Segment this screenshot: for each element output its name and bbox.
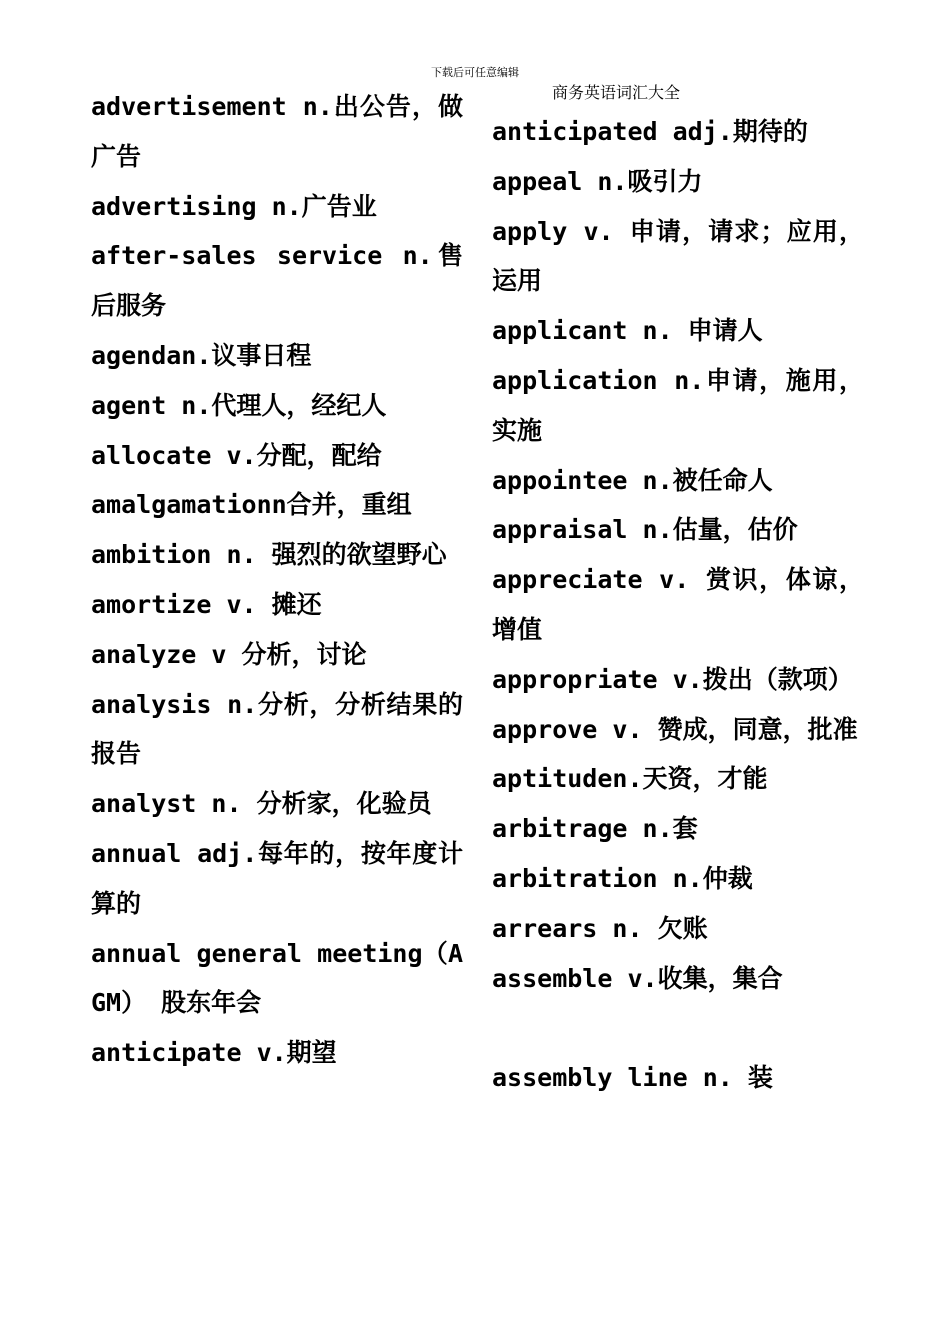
vocab-entry: application n.申请，施用，实施 [492,365,864,445]
vocab-entry: appreciate v. 赏识，体谅，增值 [492,565,864,644]
vocab-entry: analysis n.分析，分析结果的报告 [91,689,463,769]
vocab-entry: anticipated adj.期待的 [492,117,808,146]
vocab-entry: appeal n.吸引力 [492,166,703,196]
vocab-entry: appointee n.被任命人 [492,465,773,495]
vocab-entry: amalgamationn合并，重组 [91,490,412,520]
vocab-entry: applicant n. 申请人 [492,316,763,346]
vocab-entry: agendan.议事日程 [91,340,312,370]
vocab-entry: apply v. 申请，请求；应用，运用 [492,216,864,296]
blank-line [492,1003,864,1053]
vocab-entry: assembly line n. 装 [492,1063,773,1093]
vocab-entry: annual general meeting（AGM） 股东年会 [91,938,463,1018]
vocab-entry: advertising n.广告业 [91,191,377,221]
vocab-entry: aptituden.天资，才能 [492,764,768,794]
vocab-entry: agent n.代理人，经纪人 [91,390,387,420]
vocab-entry: anticipate v.期望 [91,1038,337,1068]
vocab-entry: ambition n. 强烈的欲望野心 [91,540,447,570]
vocab-entry: after-sales service n.售后服务 [91,241,463,321]
vocab-entry: appropriate v.拨出（款项） [492,664,853,694]
vocab-entry: appraisal n.估量，估价 [492,515,798,545]
left-column [91,82,463,1078]
download-note: 下载后可任意编辑 [431,66,519,79]
vocab-entry: allocate v.分配，配给 [91,440,382,470]
vocab-entry: amortize v. 摊还 [91,589,322,619]
vocab-entry: assemble v.收集，集合 [492,963,783,993]
vocab-entry: arbitrage n.套 [492,814,698,844]
vocab-entry: arrears n. 欠账 [492,913,708,943]
right-column [492,107,864,1103]
vocab-entry: annual adj.每年的，按年度计算的 [91,838,463,918]
vocab-entry: advertisement n.出公告，做广告 [91,92,463,171]
vocab-entry: arbitration n.仲裁 [492,863,753,893]
vocab-entry: analyze v 分析，讨论 [91,639,367,669]
vocab-entry: approve v. 赞成，同意，批准 [492,714,858,744]
vocab-entry: analyst n. 分析家，化验员 [91,789,432,819]
document-title: 商务英语词汇大全 [552,83,681,102]
